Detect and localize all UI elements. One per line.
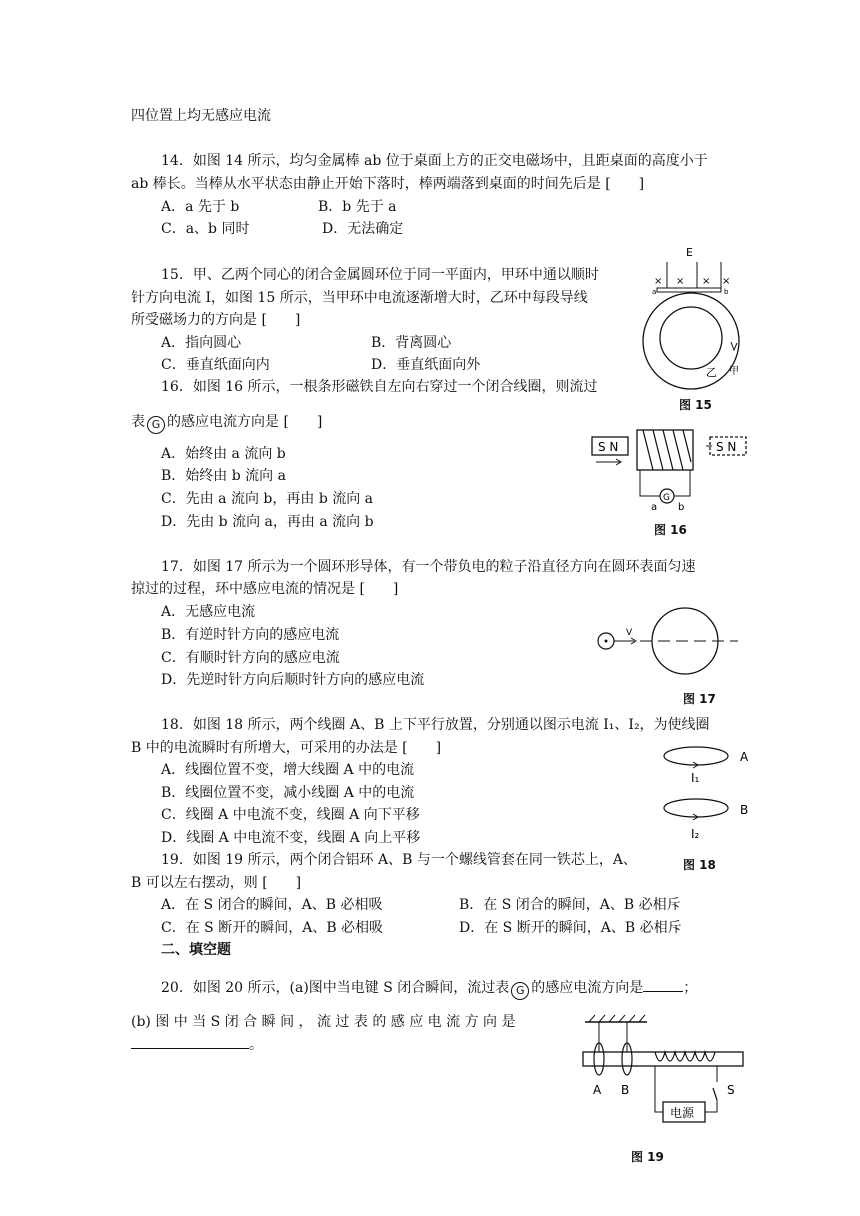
fig14-cross: × bbox=[676, 276, 685, 287]
q17-option-a: A．无感应电流 bbox=[161, 604, 256, 620]
q15-option-a: A．指向圆心 bbox=[161, 335, 242, 351]
q16-option-c: C．先由 a 流向 b，再由 b 流向 a bbox=[161, 491, 374, 507]
fig17-label-v: V bbox=[626, 628, 633, 638]
figure-16 bbox=[590, 422, 750, 518]
q19-option-b: B．在 S 闭合的瞬间，A、B 必相斥 bbox=[459, 897, 681, 913]
fig17-caption: 图 17 bbox=[683, 692, 716, 706]
q15-stem-2: 针方向电流 I，如图 15 所示，当甲环中电流逐渐增大时，乙环中每段导线 bbox=[131, 290, 588, 306]
galvanometer-icon: G bbox=[511, 982, 529, 1000]
intro-line: 四位置上均无感应电流 bbox=[131, 108, 271, 124]
q14-option-d: D．无法确定 bbox=[322, 221, 404, 237]
q18-option-c: C．线圈 A 中电流不变，线圈 A 向下平移 bbox=[161, 807, 420, 823]
fig18-label-a: A bbox=[740, 750, 749, 764]
q18-option-d: D．线圈 A 中电流不变，线圈 A 向上平移 bbox=[161, 830, 421, 846]
figure-14-15 bbox=[630, 242, 750, 392]
q15-option-b: B．背离圆心 bbox=[371, 335, 452, 351]
fig16-magnet-right-label: S N bbox=[716, 440, 737, 454]
q14-option-a: A．a 先于 b bbox=[161, 199, 240, 215]
q17-option-d: D．先逆时针方向后顺时针方向的感应电流 bbox=[161, 672, 425, 688]
fig14-label-e: E bbox=[686, 246, 693, 259]
q14-option-c: C．a、b 同时 bbox=[161, 221, 250, 237]
q20-answer-blank-b[interactable] bbox=[131, 1048, 249, 1049]
q16-stem-2 bbox=[131, 413, 322, 434]
fig16-label-a: a bbox=[651, 502, 658, 513]
fig19-label-s: S bbox=[727, 1083, 735, 1097]
q15-stem-1: 15．甲、乙两个同心的闭合金属圆环位于同一平面内，甲环中通以顺时 bbox=[161, 267, 599, 283]
q18-option-a: A．线圈位置不变，增大线圈 A 中的电流 bbox=[161, 762, 415, 778]
fig18-label-i2: I₂ bbox=[691, 827, 700, 841]
q20-stem-1c: ； bbox=[683, 980, 698, 996]
q20-stem-1 bbox=[161, 979, 697, 1000]
q20-stem-3-end: 。 bbox=[249, 1037, 263, 1053]
q19-option-c: C．在 S 断开的瞬间，A、B 必相吸 bbox=[161, 920, 384, 936]
fig19-caption: 图 19 bbox=[631, 1150, 664, 1164]
fig18-coil-b bbox=[664, 799, 728, 817]
fig19-label-a: A bbox=[593, 1083, 602, 1097]
fig19-wire-left bbox=[655, 1066, 663, 1112]
q20-stem-3 bbox=[131, 1036, 263, 1054]
q17-stem-1: 17．如图 17 所示为一个圆环形导体，有一个带负电的粒子沿直径方向在圆环表面匀速 bbox=[161, 559, 696, 575]
fig18-coil-a bbox=[664, 747, 728, 765]
fig19-hatch bbox=[639, 1015, 645, 1022]
fig19-switch-icon bbox=[713, 1088, 717, 1100]
q19-stem-2: B 可以左右摆动，则 [ ] bbox=[131, 875, 302, 891]
section-heading-fill-in: 二、填空题 bbox=[161, 942, 231, 958]
fig16-wire-left bbox=[640, 470, 660, 496]
q18-option-b: B．线圈位置不变，减小线圈 A 中的电流 bbox=[161, 785, 415, 801]
q16-stem-1: 16．如图 16 所示，一根条形磁铁自左向右穿过一个闭合线圈，则流过 bbox=[161, 379, 598, 395]
q20-answer-blank-a[interactable] bbox=[643, 991, 683, 992]
fig19-hatch bbox=[629, 1015, 635, 1022]
q16-option-d: D．先由 b 流向 a，再由 a 流向 b bbox=[161, 514, 374, 530]
fig19-wire-right bbox=[705, 1100, 717, 1112]
fig17-particle-dot bbox=[605, 640, 608, 643]
q16-option-b: B．始终由 b 流向 a bbox=[161, 468, 286, 484]
fig15-caption: 图 15 bbox=[679, 398, 712, 412]
fig19-hatch bbox=[589, 1015, 595, 1022]
q19-option-d: D．在 S 断开的瞬间，A、B 必相斥 bbox=[459, 920, 682, 936]
q17-option-b: B．有逆时针方向的感应电流 bbox=[161, 627, 340, 643]
fig18-label-i1: I₁ bbox=[691, 771, 700, 785]
q17-stem-2: 掠过的过程，环中感应电流的情况是 [ ] bbox=[131, 581, 399, 597]
q20-stem-2: (b) 图 中 当 S 闭 合 瞬 间 ， 流 过 表 的 感 应 电 流 方 向 是 bbox=[131, 1014, 516, 1030]
q14-option-b: B．b 先于 a bbox=[318, 199, 397, 215]
fig18-caption: 图 18 bbox=[683, 858, 716, 872]
fig14-metal-rod bbox=[657, 288, 721, 292]
figure-19 bbox=[575, 1012, 755, 1132]
fig14-cross: × bbox=[702, 276, 711, 287]
fig15-current-arrow-icon bbox=[731, 342, 737, 350]
fig16-galvanometer-label: G bbox=[663, 493, 670, 503]
q14-stem-1: 14．如图 14 所示，均匀金属棒 ab 位于桌面上方的正交电磁场中，且距桌面的高度小于 bbox=[161, 153, 708, 169]
galvanometer-icon: G bbox=[147, 416, 165, 434]
q15-option-d: D．垂直纸面向外 bbox=[371, 357, 481, 373]
fig14-cross: × bbox=[654, 276, 663, 287]
fig19-hatch bbox=[599, 1015, 605, 1022]
figure-17 bbox=[590, 602, 750, 682]
fig15-label-outer: 甲 bbox=[729, 366, 739, 377]
fig16-caption: 图 16 bbox=[654, 523, 687, 537]
q19-option-a: A．在 S 闭合的瞬间，A、B 必相吸 bbox=[161, 897, 383, 913]
fig19-hatch bbox=[619, 1015, 625, 1022]
fig16-magnet-left-label: S N bbox=[598, 440, 619, 454]
q18-stem-2: B 中的电流瞬时有所增大，可采用的办法是 [ ] bbox=[131, 740, 442, 756]
fig16-label-b: b bbox=[678, 502, 685, 513]
q16-stem-2a: 表 bbox=[131, 414, 145, 430]
fig19-power-label: 电源 bbox=[670, 1106, 695, 1120]
fig19-label-b: B bbox=[621, 1083, 630, 1097]
fig18-label-b: B bbox=[740, 803, 749, 817]
q20-stem-1b: 的感应电流方向是 bbox=[531, 980, 644, 996]
q16-stem-2b: 的感应电流方向是 [ ] bbox=[167, 414, 323, 430]
fig14-label-a: a bbox=[652, 288, 657, 296]
fig16-wire-right bbox=[674, 470, 690, 496]
q20-stem-1a: 20．如图 20 所示，(a)图中当电键 S 闭合瞬间，流过表 bbox=[161, 980, 510, 996]
q15-stem-3: 所受磁场力的方向是 [ ] bbox=[131, 312, 301, 328]
fig14-label-b: b bbox=[724, 288, 729, 296]
q14-stem-2: ab 棒长。当棒从水平状态由静止开始下落时，棒两端落到桌面的时间先后是 [ ] bbox=[131, 176, 645, 192]
q16-option-a: A．始终由 a 流向 b bbox=[161, 446, 286, 462]
q18-stem-1: 18．如图 18 所示，两个线圈 A、B 上下平行放置，分别通以图示电流 I₁、I₂，为使线圈 bbox=[161, 717, 710, 733]
fig19-hatch bbox=[609, 1015, 615, 1022]
q15-option-c: C．垂直纸面向内 bbox=[161, 357, 270, 373]
figure-18 bbox=[660, 742, 760, 854]
fig15-label-inner: 乙 bbox=[706, 366, 717, 379]
fig15-inner-ring bbox=[660, 307, 722, 369]
fig14-cross: × bbox=[722, 276, 731, 287]
q17-option-c: C．有顺时针方向的感应电流 bbox=[161, 650, 340, 666]
q19-stem-1: 19．如图 19 所示，两个闭合铝环 A、B 与一个螺线管套在同一铁芯上，A、 bbox=[161, 852, 637, 868]
